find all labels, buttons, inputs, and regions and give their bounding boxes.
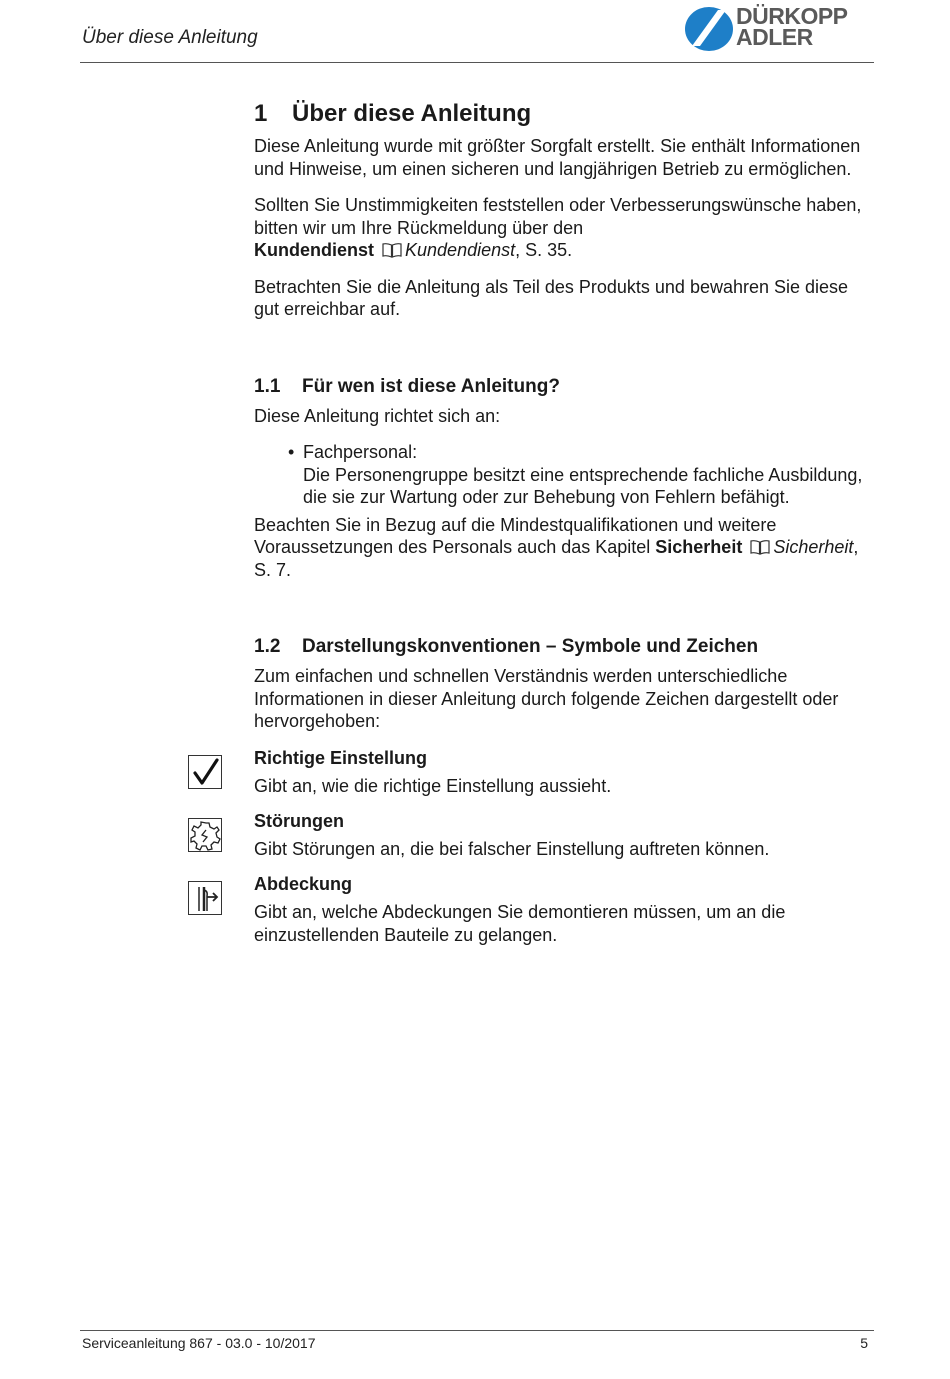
sicherheit-bold: Sicherheit bbox=[655, 537, 743, 557]
kundendienst-reference-link[interactable]: Kundendienst bbox=[405, 240, 516, 260]
gear-fault-icon bbox=[188, 818, 222, 852]
book-reference-icon bbox=[750, 539, 770, 555]
symbol-description: Gibt an, wie die richtige Einstellung aussieht. bbox=[254, 776, 612, 796]
section-1-title: Über diese Anleitung bbox=[292, 100, 532, 127]
logo-line-1: DÜRKOPP bbox=[736, 3, 848, 29]
section-1-1-title: Für wen ist diese Anleitung? bbox=[302, 375, 560, 397]
logo-emblem-icon bbox=[684, 6, 734, 52]
page-ref-35: , S. 35. bbox=[515, 240, 573, 260]
page-content bbox=[254, 98, 874, 946]
symbol-richtige-einstellung bbox=[254, 747, 874, 798]
symbol-title: Abdeckung bbox=[254, 873, 353, 894]
bullet-text: Die Personengruppe besitzt eine entsprechende fachliche Ausbildung, die sie zur Wartung oder zur Behebung von Fehlern befähigt. bbox=[303, 464, 863, 507]
section-1-1-heading bbox=[254, 374, 874, 400]
section-1-paragraph-2 bbox=[254, 194, 874, 262]
section-1-number: 1 bbox=[254, 100, 268, 127]
section-1-1-paragraph bbox=[254, 514, 874, 582]
section-1-2-heading bbox=[254, 634, 874, 660]
symbol-title: Störungen bbox=[254, 810, 344, 831]
footer-document-info: Serviceanleitung 867 - 03.0 - 10/2017 bbox=[82, 1335, 316, 1351]
section-1-2-title: Darstellungskonventionen – Symbole und Zeichen bbox=[302, 636, 759, 657]
header-rule bbox=[80, 62, 874, 63]
kundendienst-bold: Kundendienst bbox=[254, 240, 374, 260]
symbol-description: Gibt Störungen an, die bei falscher Einstellung auftreten können. bbox=[254, 839, 770, 859]
cover-icon bbox=[188, 881, 222, 915]
section-1-1-number: 1.1 bbox=[254, 375, 281, 397]
page-ref-7: , S. 7. bbox=[254, 537, 859, 580]
symbol-stoerungen bbox=[254, 810, 874, 861]
section-1-1-intro: Diese Anleitung richtet sich an: bbox=[254, 405, 501, 426]
logo-line-2: ADLER bbox=[736, 24, 813, 50]
symbol-title: Richtige Einstellung bbox=[254, 747, 428, 768]
symbol-description: Gibt an, welche Abdeckungen Sie demontieren müssen, um an die einzustellenden Bauteile zu gelangen. bbox=[254, 902, 786, 945]
bullet-title: Fachpersonal: bbox=[303, 442, 418, 462]
paragraph-2-text: Sollten Sie Unstimmigkeiten feststellen oder Verbesserungswünsche haben, bitten wir um Ihre Rückmeldung über den bbox=[254, 195, 862, 238]
section-1-heading bbox=[254, 98, 874, 130]
footer-rule bbox=[80, 1330, 874, 1331]
sicherheit-reference-link[interactable]: Sicherheit bbox=[773, 537, 854, 557]
running-header: Über diese Anleitung bbox=[82, 27, 258, 48]
section-1-paragraph-1: Diese Anleitung wurde mit größter Sorgfalt erstellt. Sie enthält Informationen und Hinweise, um einen sicheren und langjährigen Betrieb zu ermöglichen. bbox=[254, 136, 861, 179]
duerkopp-adler-logo bbox=[684, 3, 874, 52]
checkmark-icon bbox=[188, 755, 222, 789]
symbol-abdeckung bbox=[254, 873, 874, 947]
section-1-2-intro: Zum einfachen und schnellen Verständnis werden unterschiedliche Informationen in dieser Anleitung durch folgende Zeichen dargestellt oder hervorgehoben: bbox=[254, 666, 839, 731]
logo-wordmark bbox=[736, 3, 848, 50]
qualification-text: Beachten Sie in Bezug auf die Mindestqualifikationen und weitere Voraussetzungen des Personals auch das Kapitel bbox=[254, 514, 777, 557]
section-1-paragraph-3: Betrachten Sie die Anleitung als Teil des Produkts und bewahren Sie diese gut erreichbar auf. bbox=[254, 276, 849, 319]
bullet-item-fachpersonal bbox=[254, 441, 874, 509]
page-number: 5 bbox=[860, 1335, 868, 1351]
section-1-2-number: 1.2 bbox=[254, 636, 281, 657]
book-reference-icon bbox=[382, 242, 402, 258]
bullet-dot: • bbox=[288, 442, 295, 462]
